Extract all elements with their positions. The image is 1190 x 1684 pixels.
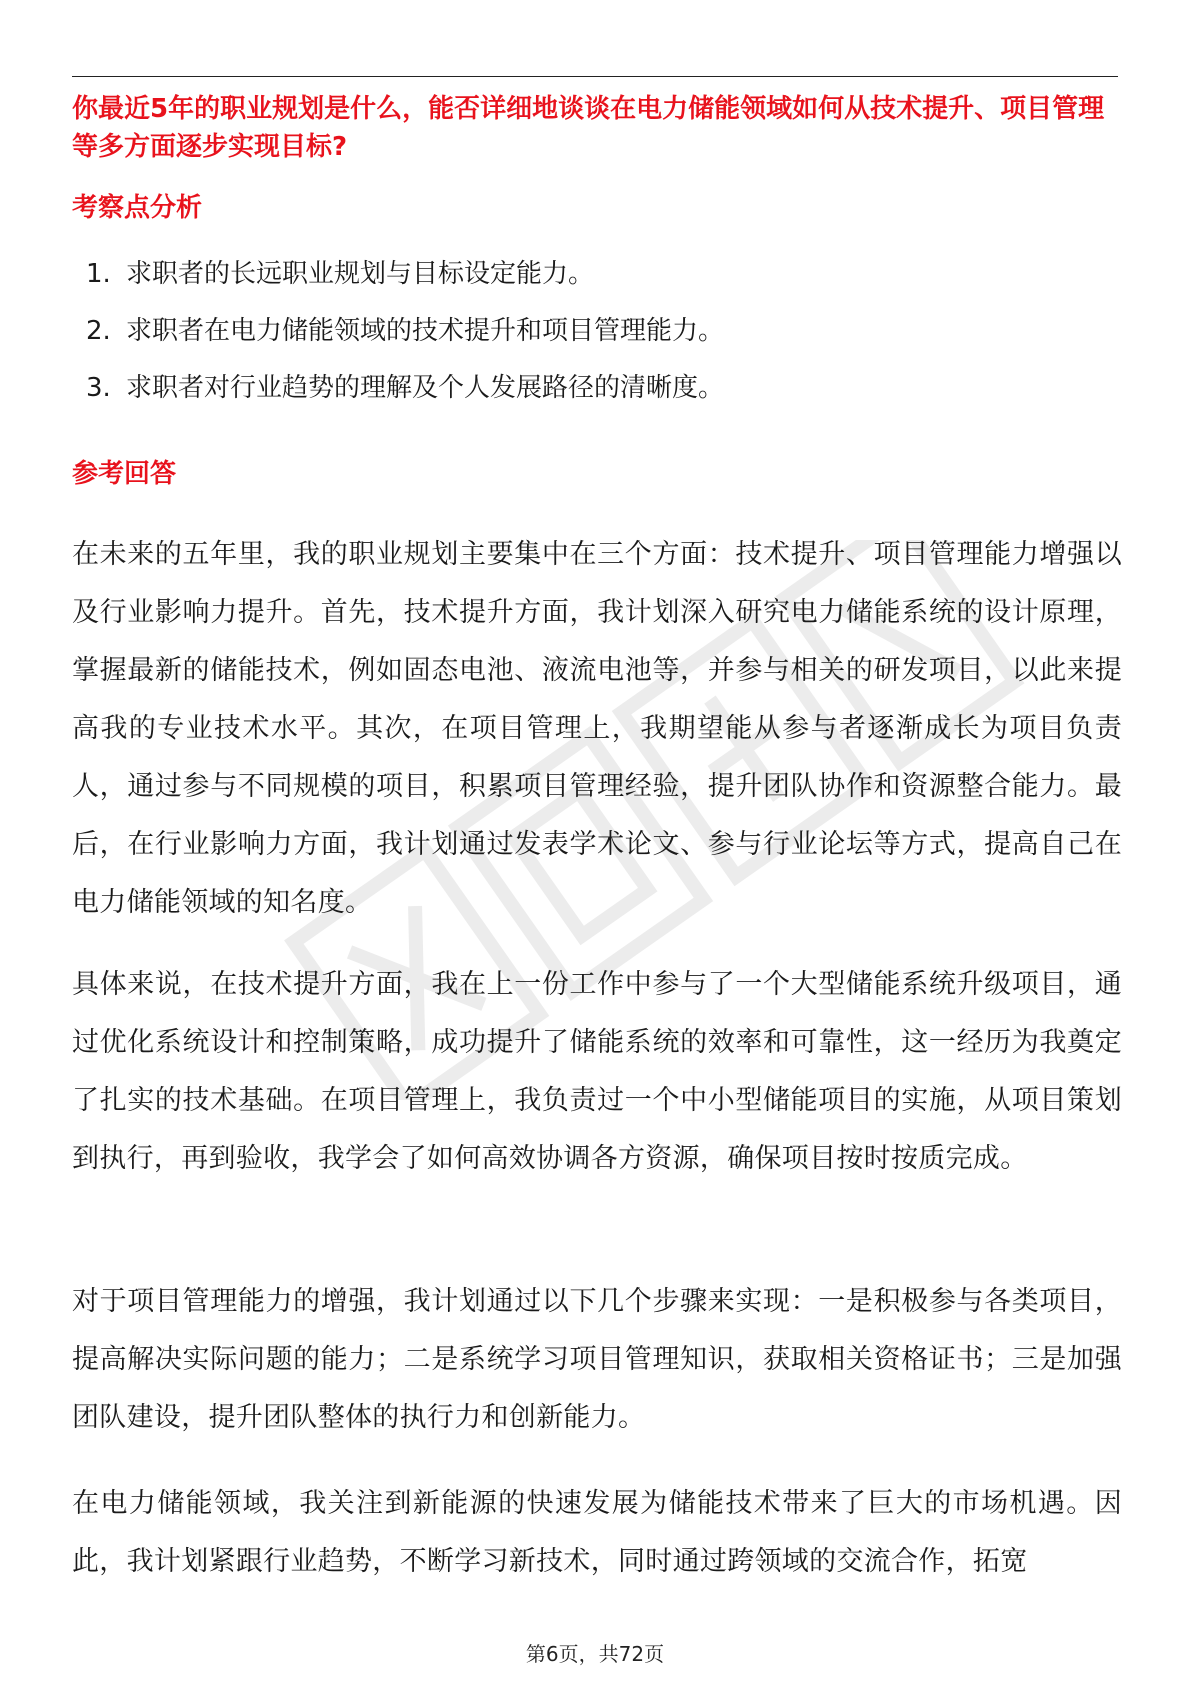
list-item-number: 2. [86, 316, 111, 346]
answer-heading: 参考回答 [72, 459, 177, 489]
answer-paragraph: 在未来的五年里，我的职业规划主要集中在三个方面：技术提升、项目管理能力增强以及行业影响力提升。首先，技术提升方面，我计划深入研究电力储能系统的设计原理，掌握最新的储能技术，例如固态电池、液流电池等，并参与相关的研发项目，以此来提高我的专业技术水平。其次，在项目管理上，我期望能从参与者逐渐成长为项目负责人，通过参与不同规模的项目，积累项目管理经验，提升团队协作和资源整合能力。最后，在行业影响力方面，我计划通过发表学术论文、参与行业论坛等方式，提高自己在电力储能领域的知名度。 [72, 539, 1122, 918]
list-item-text: 求职者的长远职业规划与目标设定能力。 [126, 259, 595, 289]
answer-paragraph: 在电力储能领域，我关注到新能源的快速发展为储能技术带来了巨大的市场机遇。因此，我计划紧跟行业趋势，不断学习新技术，同时通过跨领域的交流合作，拓宽 [72, 1488, 1122, 1577]
interview-question: 你最近5年的职业规划是什么，能否详细地谈谈在电力储能领域如何从技术提升、项目管理等多方面逐步实现目标? [72, 94, 1105, 162]
analysis-heading: 考察点分析 [72, 193, 203, 223]
answer-paragraph: 具体来说，在技术提升方面，我在上一份工作中参与了一个大型储能系统升级项目，通过优化系统设计和控制策略，成功提升了储能系统的效率和可靠性，这一经历为我奠定了扎实的技术基础。在项目管理上，我负责过一个中小型储能项目的实施，从项目策划到执行，再到验收，我学会了如何高效协调各方资源，确保项目按时按质完成。 [72, 969, 1122, 1174]
list-item [72, 256, 1112, 313]
answer-paragraph: 对于项目管理能力的增强，我计划通过以下几个步骤来实现：一是积极参与各类项目，提高解决实际问题的能力；二是系统学习项目管理知识，获取相关资格证书；三是加强团队建设，提升团队整体的执行力和创新能力。 [72, 1286, 1122, 1433]
page-number: 第6页，共72页 [525, 1642, 665, 1666]
list-item-text: 求职者对行业趋势的理解及个人发展路径的清晰度。 [126, 373, 725, 403]
top-rule [72, 76, 1118, 77]
list-item [72, 370, 1112, 427]
list-item-number: 1. [86, 259, 111, 289]
list-item-text: 求职者在电力储能领域的技术提升和项目管理能力。 [126, 316, 725, 346]
list-item-number: 3. [86, 373, 111, 403]
analysis-list [72, 256, 1112, 427]
list-item [72, 313, 1112, 370]
